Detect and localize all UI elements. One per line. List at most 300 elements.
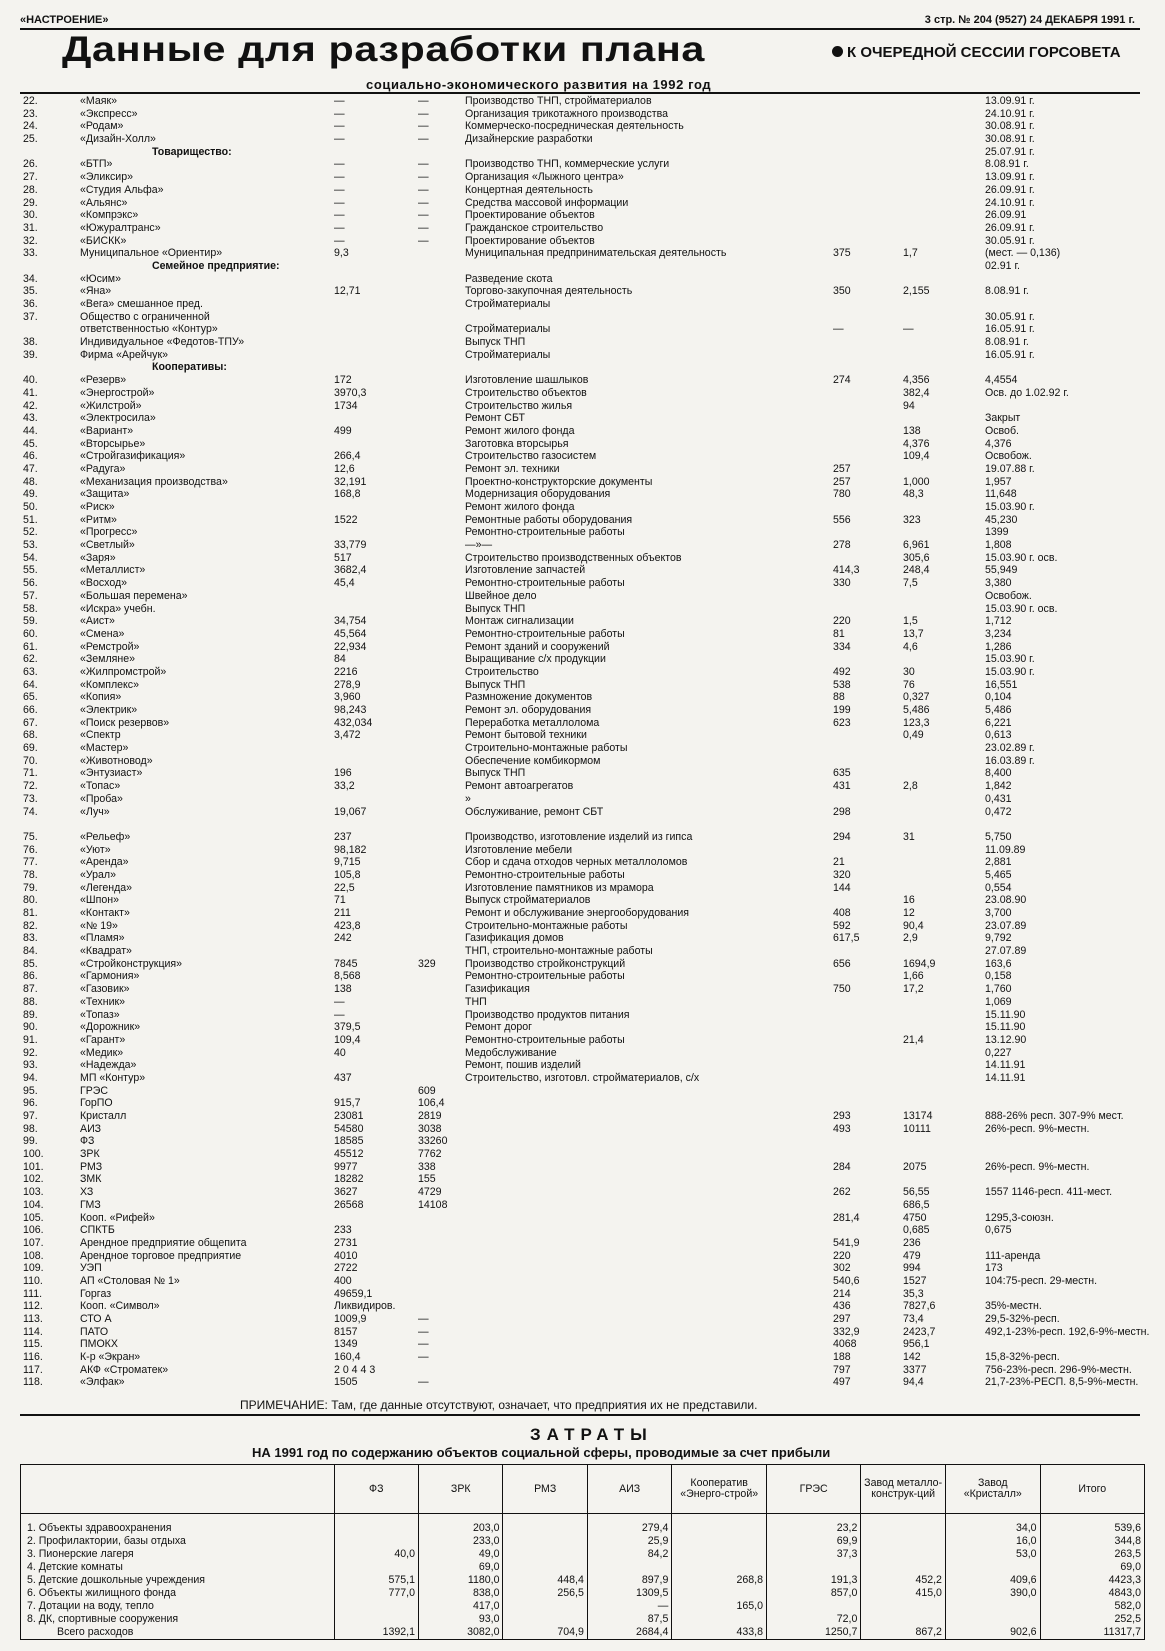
cell-value-2: 609 [418, 1084, 436, 1097]
cell-enterprise: «Топаз» [80, 1008, 120, 1021]
cell-value-3: 21 [833, 856, 845, 869]
cell-value-3: 81 [833, 627, 845, 640]
cell-enterprise: Горгаз [80, 1287, 112, 1300]
cell-value-1: 242 [334, 932, 352, 945]
cell-number: 22. [23, 95, 38, 107]
table-row [0, 1097, 1165, 1110]
cell-number: 41. [23, 386, 38, 399]
cell-value-5: 15.11.90 [985, 1008, 1026, 1021]
cell-value-1: 18585 [334, 1135, 364, 1148]
cell-value-5: 13.09.91 г. [985, 95, 1035, 107]
expenses-row-label: 2. Профилактории, базы отдыха [21, 1535, 335, 1548]
cell-number: 102. [23, 1173, 44, 1186]
table-row [0, 539, 1165, 552]
cell-enterprise: «Электросила» [80, 412, 156, 425]
cell-enterprise: ГРЭС [80, 1084, 109, 1097]
cell-number: 53. [23, 539, 38, 552]
cell-value-3: 297 [833, 1313, 851, 1325]
cell-number: 98. [23, 1122, 38, 1135]
table-row [0, 831, 1165, 844]
cell-value-4: 248,4 [903, 564, 930, 577]
cell-value-4: 686,5 [903, 1198, 930, 1211]
expenses-cell [861, 1561, 946, 1574]
cell-value-2: 329 [418, 957, 436, 970]
cell-activity: Стройматериалы [465, 298, 551, 310]
expenses-cell: 69,0 [1040, 1561, 1144, 1574]
expenses-cell [503, 1535, 587, 1548]
table-row [0, 1161, 1165, 1174]
cell-activity: Стройматериалы [465, 323, 551, 336]
expenses-cell [672, 1535, 767, 1548]
cell-number: 30. [23, 209, 38, 222]
cell-value-3: 635 [833, 767, 851, 780]
cell-value-2: — [418, 107, 429, 120]
cell-number: 113. [23, 1313, 43, 1325]
cell-value-5: 5,750 [985, 830, 1012, 843]
cell-value-1: 45,564 [334, 627, 367, 640]
expenses-row [21, 1600, 1145, 1613]
cell-value-2: 3038 [418, 1122, 442, 1135]
cell-value-5: 1,842 [985, 780, 1012, 793]
cell-value-3: 780 [833, 488, 851, 501]
expenses-cell: 84,2 [587, 1548, 671, 1561]
cell-value-1: 138 [334, 983, 352, 996]
expenses-row-label: 1. Объекты здравоохранения [21, 1514, 335, 1536]
table-row [0, 717, 1165, 730]
cell-value-5: 26%-респ. 9%-местн. [985, 1122, 1090, 1135]
cell-value-1: 432,034 [334, 716, 373, 729]
table-row [0, 603, 1165, 616]
cell-enterprise: «Квадрат» [80, 945, 132, 958]
expenses-column-header [21, 1465, 335, 1514]
cell-value-4: 3377 [903, 1363, 927, 1376]
expenses-cell: 256,5 [503, 1587, 587, 1600]
expenses-column-header: АИЗ [587, 1465, 671, 1514]
cell-value-3: 302 [833, 1262, 851, 1275]
expenses-cell: 417,0 [419, 1600, 503, 1613]
table-row [0, 1199, 1165, 1212]
cell-number: 81. [23, 907, 38, 919]
cell-value-1: 45,4 [334, 577, 355, 590]
cell-enterprise: «Легенда» [80, 881, 133, 894]
cell-number: 37. [23, 310, 38, 323]
cell-number: 107. [23, 1236, 44, 1249]
expenses-cell: 268,8 [672, 1574, 767, 1587]
cell-value-5: 8,400 [985, 767, 1012, 780]
table-row [0, 1173, 1165, 1186]
cell-activity: Медобслуживание [465, 1046, 557, 1059]
expenses-cell [672, 1587, 767, 1600]
cell-value-4: 4,6 [903, 640, 918, 653]
cell-value-3: 188 [833, 1351, 851, 1364]
expenses-cell: 69,0 [419, 1561, 503, 1574]
cell-number: 75. [23, 830, 38, 843]
cell-enterprise: ПАТО [80, 1325, 109, 1338]
table-row [0, 488, 1165, 501]
cell-value-3: 538 [833, 678, 851, 691]
cell-value-1: 9,3 [334, 247, 349, 260]
table-row [0, 425, 1165, 438]
table-row [0, 1059, 1165, 1072]
cell-value-4: 1527 [903, 1274, 927, 1287]
expenses-cell [672, 1514, 767, 1536]
cell-number: 77. [23, 856, 38, 869]
cell-value-5: 26.09.91 [985, 209, 1027, 222]
cell-enterprise: «Экспресс» [80, 107, 138, 120]
cell-activity: Разведение скота [465, 272, 553, 285]
table-row [0, 1237, 1165, 1250]
table-row [0, 970, 1165, 983]
cell-value-1: 98,182 [334, 843, 367, 856]
cell-number: 97. [23, 1110, 38, 1122]
expenses-subtitle: НА 1991 год по содержанию объектов социальной сферы, проводимые за счет прибыли [252, 1445, 831, 1460]
expenses-cell: 4843,0 [1040, 1587, 1144, 1600]
table-row [0, 679, 1165, 692]
table-row [0, 983, 1165, 996]
cell-value-5: 1,712 [985, 615, 1012, 628]
issue-info: 3 стр. № 204 (9527) 24 ДЕКАБРЯ 1991 г. [924, 14, 1135, 26]
cell-value-5: 8.08.91 г. [985, 336, 1029, 349]
table-row [0, 945, 1165, 958]
cell-value-5: 1557 1146-респ. 411-мест. [985, 1186, 1113, 1199]
cell-value-3: 375 [833, 247, 851, 260]
cell-enterprise: «Электрик» [80, 704, 138, 716]
cell-enterprise: СПКТБ [80, 1224, 115, 1237]
cell-number: 110. [23, 1274, 43, 1287]
table-row [0, 438, 1165, 451]
cell-enterprise: «Аренда» [80, 856, 129, 869]
table-row [0, 120, 1165, 133]
cell-number: 64. [23, 678, 38, 691]
cell-activity: Дизайнерские разработки [465, 133, 593, 146]
cell-value-1: 196 [334, 767, 352, 780]
table-row [0, 400, 1165, 413]
cell-number: 47. [23, 462, 38, 475]
cell-value-5: 30.08.91 г. [985, 133, 1035, 146]
expenses-row [21, 1514, 1145, 1536]
cell-value-1: 1009,9 [334, 1313, 367, 1325]
expenses-cell [766, 1600, 860, 1613]
cell-value-1: 172 [334, 374, 352, 387]
expenses-column-header: Кооператив «Энерго-строй» [672, 1465, 767, 1514]
footnote: ПРИМЕЧАНИЕ: Там, где данные отсутствуют, означает, что предприятия их не представили. [240, 1398, 758, 1412]
cell-enterprise: «Маяк» [80, 95, 117, 107]
cell-value-3: 414,3 [833, 564, 860, 577]
cell-number: 24. [23, 120, 38, 133]
expenses-cell: 87,5 [587, 1613, 671, 1626]
expenses-cell: 1309,5 [587, 1587, 671, 1600]
session-text: К ОЧЕРЕДНОЙ СЕССИИ ГОРСОВЕТА [847, 44, 1121, 61]
cell-value-1: 40 [334, 1046, 346, 1059]
cell-value-4: 90,4 [903, 919, 924, 932]
section-heading [0, 361, 1165, 374]
cell-enterprise: ПМОКХ [80, 1338, 118, 1351]
cell-activity: Переработка металлолома [465, 716, 600, 729]
cell-value-4: 6,961 [903, 539, 930, 552]
cell-number: 68. [23, 729, 38, 742]
expenses-row-label: 5. Детские дошкольные учреждения [21, 1574, 335, 1587]
table-row [0, 615, 1165, 628]
expenses-cell [945, 1613, 1040, 1626]
cell-value-1: 22,934 [334, 640, 367, 653]
cell-value-3: 334 [833, 640, 851, 653]
cell-value-1: 3,960 [334, 691, 361, 704]
cell-enterprise: ХЗ [80, 1186, 94, 1199]
expenses-row [21, 1626, 1145, 1640]
cell-activity: Ремонтно-строительные работы [465, 577, 625, 590]
expenses-cell: 233,0 [419, 1535, 503, 1548]
cell-activity: Изготовление запчастей [465, 564, 586, 577]
cell-number: 40. [23, 374, 38, 387]
expenses-cell [861, 1613, 946, 1626]
cell-value-1: 3627 [334, 1186, 358, 1199]
cell-number: 96. [23, 1097, 38, 1110]
expenses-column-header: Итого [1040, 1465, 1144, 1514]
cell-activity: Концертная деятельность [465, 183, 593, 196]
table-row [0, 729, 1165, 742]
cell-value-3: 144 [833, 881, 851, 894]
cell-activity: Ремонт и обслуживание энергооборудования [465, 907, 690, 919]
cell-value-1: 3682,4 [334, 564, 367, 577]
expenses-cell: 409,6 [945, 1574, 1040, 1587]
cell-value-3: 257 [833, 462, 851, 475]
cell-value-5: 1,069 [985, 995, 1012, 1008]
cell-value-5: 0,675 [985, 1224, 1012, 1237]
cell-value-4: 7827,6 [903, 1300, 936, 1313]
cell-activity: Строительство [465, 665, 539, 678]
table-row [0, 1009, 1165, 1022]
cell-activity: Стройматериалы [465, 348, 551, 361]
cell-activity: Сбор и сдача отходов черных металлоломов [465, 856, 688, 869]
cell-value-4: 4,376 [903, 437, 930, 450]
cell-number: 32. [23, 234, 38, 247]
cell-value-1: 423,8 [334, 919, 361, 932]
cell-number: 48. [23, 475, 38, 488]
table-row [0, 920, 1165, 933]
expenses-cell [861, 1535, 946, 1548]
cell-value-3: 431 [833, 780, 851, 793]
cell-activity: ТНП, строительно-монтажные работы [465, 945, 653, 958]
cell-enterprise: «Риск» [80, 501, 115, 513]
cell-enterprise: «Луч» [80, 805, 110, 818]
cell-value-1: 8,568 [334, 970, 361, 983]
cell-number: 108. [23, 1249, 44, 1262]
expenses-cell: 37,3 [766, 1548, 860, 1561]
cell-enterprise: «Защита» [80, 488, 130, 501]
cell-value-5: 1,808 [985, 539, 1012, 552]
cell-value-4: 17,2 [903, 983, 924, 996]
cell-value-5: 3,700 [985, 907, 1012, 919]
cell-value-4: 2,155 [903, 285, 930, 298]
cell-value-3: 493 [833, 1122, 851, 1135]
cell-value-3: 298 [833, 805, 851, 818]
cell-value-4: 0,327 [903, 691, 930, 704]
table-row [0, 285, 1165, 298]
expenses-cell: 16,0 [945, 1535, 1040, 1548]
cell-value-1: — [334, 234, 345, 247]
expenses-cell: 582,0 [1040, 1600, 1144, 1613]
expenses-cell: 867,2 [861, 1626, 946, 1640]
cell-number: 70. [23, 754, 38, 767]
cell-number: 63. [23, 665, 38, 678]
cell-activity: Газификация домов [465, 932, 564, 945]
cell-value-5: 16.05.91 г. [985, 348, 1035, 361]
expenses-cell: 40,0 [334, 1548, 418, 1561]
expenses-cell: 279,4 [587, 1514, 671, 1536]
cell-activity: Ремонт эл. оборудования [465, 704, 592, 716]
cell-number: 31. [23, 221, 38, 234]
cell-enterprise: «Восход» [80, 577, 128, 590]
table-row [0, 1021, 1165, 1034]
cell-value-4: 0,49 [903, 729, 924, 742]
expenses-cell: 1250,7 [766, 1626, 860, 1640]
table-row [0, 1224, 1165, 1237]
cell-enterprise: «Стройконструкция» [80, 957, 183, 970]
cell-enterprise: «Земляне» [80, 653, 136, 666]
cell-value-3: 88 [833, 691, 845, 704]
cell-value-5: 104:75-респ. 29-местн. [985, 1274, 1098, 1287]
cell-number: 93. [23, 1059, 38, 1072]
cell-value-1: — [334, 133, 345, 146]
cell-value-4: 73,4 [903, 1313, 924, 1325]
cell-activity: Строительство жилья [465, 399, 573, 412]
cell-enterprise: «БТП» [80, 158, 113, 171]
table-row [0, 526, 1165, 539]
cell-activity: Торгово-закупочная деятельность [465, 285, 633, 298]
cell-value-5: 3,234 [985, 627, 1012, 640]
table-row [0, 1186, 1165, 1199]
cell-value-3: 220 [833, 615, 851, 628]
table-row [0, 323, 1165, 336]
expenses-row [21, 1613, 1145, 1626]
cell-activity: Ремонтно-строительные работы [465, 1033, 625, 1046]
cell-value-3: 592 [833, 919, 851, 932]
cell-value-2: 14108 [418, 1198, 448, 1211]
cell-value-4: 956,1 [903, 1338, 930, 1351]
cell-value-2: — [418, 1351, 429, 1364]
cell-value-2: 4729 [418, 1186, 442, 1199]
table-row [0, 1262, 1165, 1275]
cell-activity: Производство стройконструкций [465, 957, 626, 970]
table-row [0, 552, 1165, 565]
cell-value-1: 1349 [334, 1338, 358, 1351]
cell-value-5: 0,158 [985, 970, 1012, 983]
cell-value-5: 111-аренда [985, 1249, 1041, 1262]
cell-enterprise: ЗРК [80, 1148, 100, 1161]
expenses-cell [334, 1561, 418, 1574]
expenses-cell: 704,9 [503, 1626, 587, 1640]
expenses-cell: 1392,1 [334, 1626, 418, 1640]
cell-value-1: 211 [334, 907, 351, 919]
cell-value-5: 163,6 [985, 957, 1012, 970]
expenses-cell [503, 1514, 587, 1536]
cell-enterprise: «Техник» [80, 995, 126, 1008]
cell-number: 38. [23, 336, 38, 349]
table-row [0, 514, 1165, 527]
expenses-cell: 53,0 [945, 1548, 1040, 1561]
cell-value-1: — [334, 107, 345, 120]
table-row [0, 1300, 1165, 1313]
cell-enterprise: «Юсим» [80, 272, 121, 285]
cell-value-2: 155 [418, 1173, 436, 1186]
cell-enterprise: Кооп. «Символ» [80, 1300, 160, 1313]
cell-number: 62. [23, 653, 38, 666]
cell-enterprise: «Пламя» [80, 932, 125, 945]
table-row [0, 1313, 1165, 1326]
table-row [0, 476, 1165, 489]
cell-enterprise: «Комплекс» [80, 678, 139, 691]
cell-value-1: 499 [334, 424, 352, 437]
cell-value-2: — [418, 1325, 429, 1338]
expenses-cell: 11317,7 [1040, 1626, 1144, 1640]
cell-value-2: 33260 [418, 1135, 448, 1148]
cell-activity: Ремонт СБТ [465, 412, 525, 425]
cell-activity: Ремонтные работы оборудования [465, 513, 633, 526]
expenses-cell: 191,3 [766, 1574, 860, 1587]
cell-enterprise: Индивидуальное «Федотов-ТПУ» [80, 336, 245, 349]
cell-value-1: 1522 [334, 513, 358, 526]
cell-value-5: Осв. до 1.02.92 г. [985, 386, 1069, 399]
cell-activity: Коммерческо-посредническая деятельность [465, 120, 684, 133]
table-row [0, 133, 1165, 146]
page-subtitle: социально-экономического развития на 1992 год [366, 77, 712, 92]
cell-activity: Ремонтно-строительные работы [465, 627, 625, 640]
cell-number: 103. [23, 1186, 44, 1199]
table-row [0, 463, 1165, 476]
cell-activity: Производство, изготовление изделий из гипса [465, 830, 693, 843]
cell-number: 26. [23, 158, 38, 171]
table-row [0, 1212, 1165, 1225]
expenses-cell: 4423,3 [1040, 1574, 1144, 1587]
cell-value-5: 15.03.90 г. осв. [985, 551, 1058, 564]
table-row [0, 1034, 1165, 1047]
expenses-cell: 838,0 [419, 1587, 503, 1600]
cell-number: 94. [23, 1071, 38, 1084]
table-row [0, 450, 1165, 463]
cell-enterprise: «Медик» [80, 1046, 124, 1059]
cell-value-1: 2731 [334, 1236, 358, 1249]
cell-value-4: 4750 [903, 1211, 927, 1224]
cell-value-5: 15,8-32%-респ. [985, 1351, 1060, 1364]
cell-value-5: 15.03.90 г. [985, 665, 1035, 678]
expenses-cell: 3082,0 [419, 1626, 503, 1640]
table-row [0, 273, 1165, 286]
expenses-cell: 49,0 [419, 1548, 503, 1561]
cell-enterprise: «Газовик» [80, 983, 130, 996]
cell-value-3: 617,5 [833, 932, 860, 945]
cell-value-2: — [418, 196, 429, 209]
cell-value-4: 305,6 [903, 551, 930, 564]
expenses-cell: 252,5 [1040, 1613, 1144, 1626]
cell-number: 51. [23, 513, 38, 526]
expenses-cell [766, 1561, 860, 1574]
expenses-cell: 263,5 [1040, 1548, 1144, 1561]
cell-activity: Производство ТНП, стройматериалов [465, 95, 652, 107]
cell-date: 25.07.91 г. [985, 145, 1035, 158]
table-row [0, 894, 1165, 907]
table-row [0, 1110, 1165, 1123]
cell-value-5: 492,1-23%-респ. 192,6-9%-местн. [985, 1325, 1150, 1338]
cell-value-5: 4,376 [985, 437, 1012, 450]
cell-value-5: 173 [985, 1262, 1003, 1275]
cell-number: 29. [23, 196, 38, 209]
cell-value-5: 1,760 [985, 983, 1012, 996]
cell-value-3: 623 [833, 716, 851, 729]
cell-value-4: 382,4 [903, 386, 930, 399]
cell-enterprise: «Мастер» [80, 742, 129, 755]
cell-value-1: 9,715 [334, 856, 361, 869]
cell-value-2: — [418, 209, 429, 222]
